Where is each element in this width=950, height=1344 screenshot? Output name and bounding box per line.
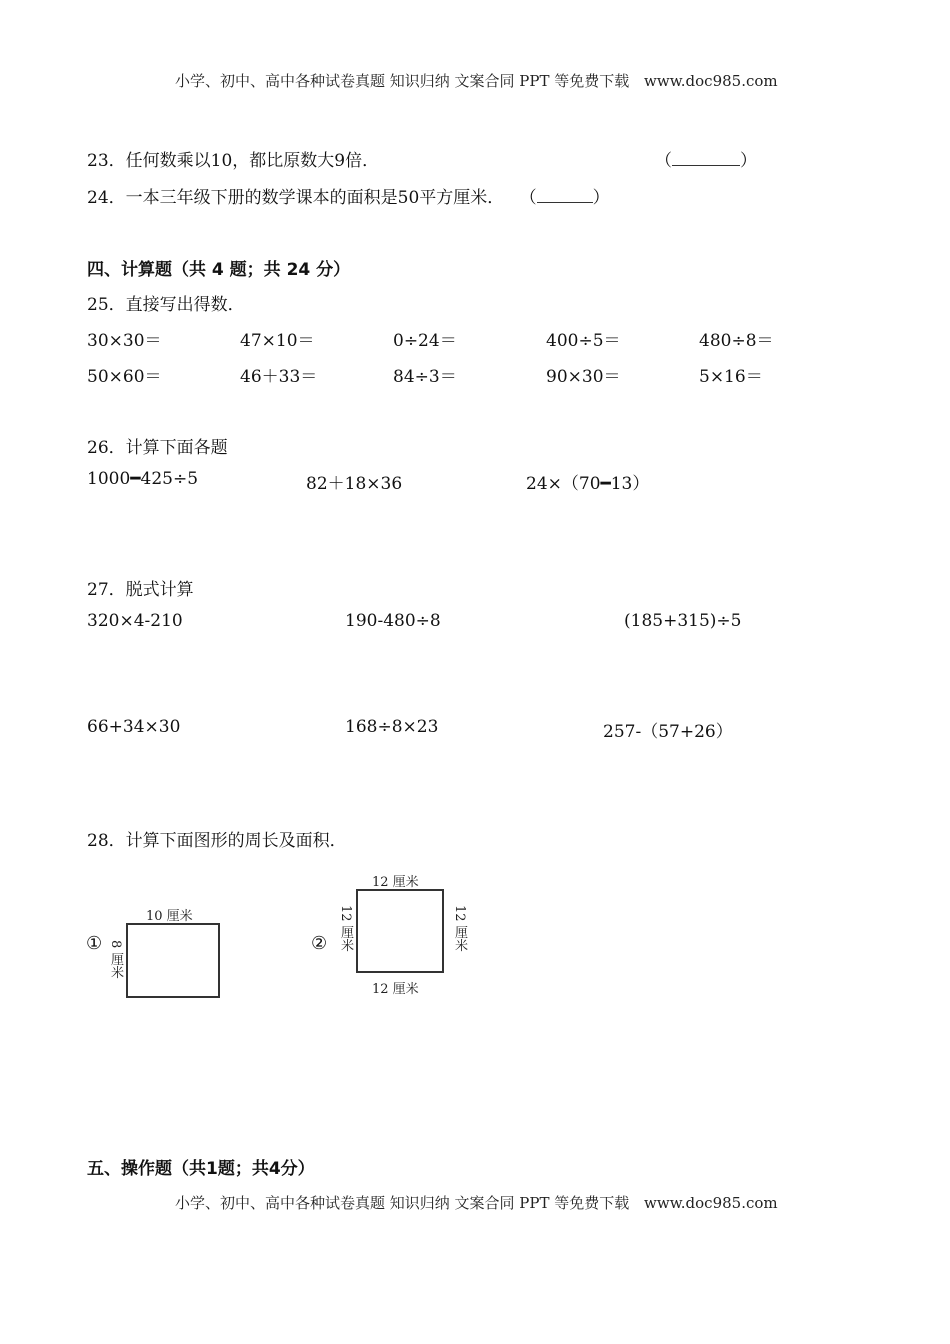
- figure-2-square: [356, 889, 444, 973]
- figure-2-left-label: 12 厘米: [338, 905, 353, 952]
- section-4-title: 四、计算题（共 4 题；共 24 分）: [87, 260, 351, 280]
- q25-item: 480÷8＝: [699, 331, 774, 351]
- figure-1-rectangle: [126, 923, 220, 998]
- question-27-title: 27．脱式计算: [87, 580, 194, 600]
- q25-item: 47×10＝: [240, 331, 315, 351]
- q27-item: 190-480÷8: [345, 611, 441, 631]
- answer-blank-24[interactable]: [537, 188, 593, 203]
- q25-item: 0÷24＝: [393, 331, 457, 351]
- figure-2-right-label: 12 厘米: [452, 905, 467, 952]
- q25-item: 5×16＝: [699, 367, 763, 387]
- q25-item: 400÷5＝: [546, 331, 621, 351]
- figure-1-top-label: 10 厘米: [146, 909, 193, 924]
- page-footer: [175, 1192, 778, 1213]
- paren-open: （: [519, 188, 537, 208]
- header-text: 小学、初中、高中各种试卷真题 知识归纳 文案合同 PPT 等免费下载: [175, 72, 630, 90]
- figure-1-marker: ①: [86, 933, 103, 954]
- question-26-title: 26．计算下面各题: [87, 438, 228, 458]
- footer-url: www.doc985.com: [644, 1194, 778, 1212]
- footer-text: 小学、初中、高中各种试卷真题 知识归纳 文案合同 PPT 等免费下载: [175, 1194, 630, 1212]
- q25-item: 46＋33＝: [240, 367, 318, 387]
- q26-item: 82＋18×36: [306, 474, 403, 494]
- figure-2-marker: ②: [311, 933, 328, 954]
- q25-item: 90×30＝: [546, 367, 621, 387]
- q27-item: 66+34×30: [87, 717, 181, 737]
- question-23: 23．任何数乘以10，都比原数大9倍．: [87, 151, 380, 171]
- q27-item: 257-（57+26）: [603, 722, 733, 742]
- q25-item: 30×30＝: [87, 331, 162, 351]
- q27-item: 168÷8×23: [345, 717, 439, 737]
- header-url: www.doc985.com: [644, 72, 778, 90]
- page-header: [175, 70, 778, 91]
- q27-item: (185+315)÷5: [624, 611, 742, 631]
- question-25-title: 25．直接写出得数．: [87, 295, 245, 315]
- answer-paren-23: [655, 146, 757, 171]
- figure-2-bottom-label: 12 厘米: [372, 982, 419, 997]
- q26-item: 24×（70━13）: [526, 474, 650, 494]
- paren-close: ）: [592, 188, 610, 208]
- question-24-text: 24．一本三年级下册的数学课本的面积是50平方厘米．: [87, 188, 505, 208]
- figure-1-side-label: 8 厘米: [108, 940, 123, 979]
- section-5-title: 五、操作题（共1题；共4分）: [87, 1159, 315, 1179]
- q27-item: 320×4-210: [87, 611, 183, 631]
- question-28-title: 28．计算下面图形的周长及面积．: [87, 831, 347, 851]
- question-24: [87, 183, 610, 208]
- paren-close: ）: [740, 151, 757, 171]
- q26-item: 1000━425÷5: [87, 469, 199, 489]
- q25-item: 84÷3＝: [393, 367, 457, 387]
- q25-item: 50×60＝: [87, 367, 162, 387]
- figure-2-top-label: 12 厘米: [372, 875, 419, 890]
- paren-open: （: [655, 151, 672, 171]
- answer-blank-23[interactable]: [672, 151, 740, 166]
